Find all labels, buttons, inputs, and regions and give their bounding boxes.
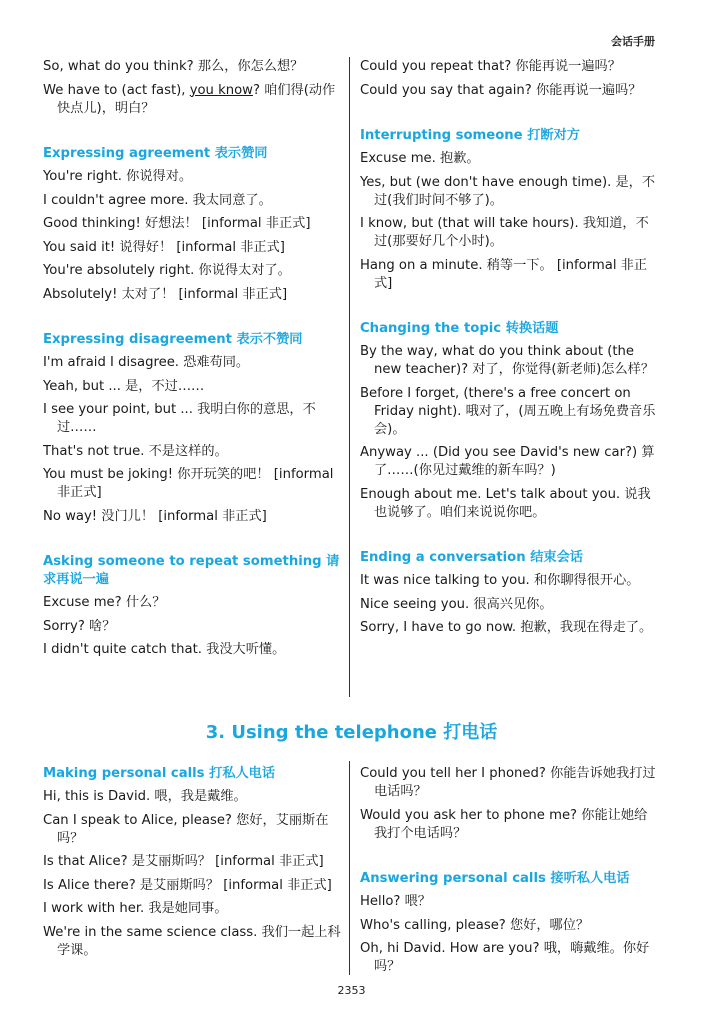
section-heading: Ending a conversation 结束会话: [360, 550, 583, 565]
section-gap: [360, 105, 660, 127]
phrase-entry: Would you ask her to phone me? 你能让她给我打个电话吗？: [360, 807, 648, 841]
page-header: 会话手册: [611, 35, 655, 48]
section-gap: [43, 123, 341, 145]
phrase-entry: Excuse me? 什么？: [43, 595, 166, 610]
phrase-entry: Good thinking! 好想法！ [informal 非正式]: [43, 216, 311, 231]
phrase-entry: Sorry, I have to go now. 抱歉，我现在得走了。: [360, 620, 653, 635]
phrase-entry: So, what do you think? 那么，你怎么想？: [43, 59, 304, 74]
phrase-entry: Can I speak to Alice, please? 您好，艾丽斯在吗？: [43, 812, 329, 846]
phrase-entry: You said it! 说得好！ [informal 非正式]: [43, 239, 285, 255]
phrase-entry: Is Alice there? 是艾丽斯吗？ [informal 非正式]: [43, 877, 332, 893]
phrase-entry: Oh, hi David. How are you? 哦，嗨戴维。你好吗？: [360, 941, 650, 974]
section-heading: Expressing agreement 表示赞同: [43, 146, 268, 161]
phrase-entry: Could you tell her I phoned? 你能告诉她我打过电话吗？: [360, 766, 656, 799]
phrase-entry: [43, 82, 341, 118]
phrase-entry: I see your point, but ... 我明白你的意思，不过……: [43, 402, 316, 435]
phrase-entry: Enough about me. Let's talk about you. 说我也说够了。咱们来说说你吧。: [360, 486, 651, 520]
section-gap: [360, 848, 660, 870]
phrase-entry: Could you say that again? 你能再说一遍吗？: [360, 82, 642, 98]
phrase-entry: I know, but (that will take hours). 我知道，不过(那要好几个小时)。: [360, 216, 649, 249]
phrase-entry: I'm afraid I disagree. 恐难苟同。: [43, 355, 250, 370]
phrase-entry: By the way, what do you think about (the new teacher)? 对了，你觉得(新老师)怎么样？: [360, 344, 655, 377]
right-column-top: [360, 58, 660, 643]
section-gap: [43, 309, 341, 331]
phrase-entry: Anyway ... (Did you see David's new car?) 算了……(你见过戴维的新车吗？): [360, 445, 655, 478]
phrase-text: ? 咱们得(动作快点儿)，明白？: [57, 82, 336, 116]
phrase-entry: Before I forget, (there's a free concert on Friday night). 哦对了，(周五晚上有场免费音乐会)。: [360, 385, 656, 437]
phrase-entry: Sorry? 啥？: [43, 618, 116, 634]
phrase-entry: I didn't quite catch that. 我没大听懂。: [43, 642, 286, 657]
phrase-entry: Yes, but (we don't have enough time). 是，不过(我们时间不够了)。: [360, 174, 656, 208]
page-number: 2353: [337, 984, 366, 997]
phrase-entry: Could you repeat that? 你能再说一遍吗？: [360, 59, 621, 74]
phrase-entry: It was nice talking to you. 和你聊得很开心。: [360, 573, 640, 588]
left-column-top: [43, 58, 341, 665]
phrase-entry: You're right. 你说得对。: [43, 169, 193, 184]
phrase-entry: I couldn't agree more. 我太同意了。: [43, 192, 272, 208]
phrase-entry: That's not true. 不是这样的。: [43, 443, 228, 459]
left-column-bottom: [43, 765, 341, 965]
phrase-entry: You must be joking! 你开玩笑的吧！ [informal 非正式]: [43, 467, 334, 500]
column-divider-top: [349, 57, 350, 697]
phrase-text: We have to (act fast),: [43, 82, 190, 98]
section-heading: Expressing disagreement 表示不赞同: [43, 332, 303, 347]
section-gap: [360, 527, 660, 549]
right-column-bottom: [360, 765, 660, 982]
phrase-entry: Absolutely! 太对了！ [informal 非正式]: [43, 286, 288, 302]
section-gap: [360, 298, 660, 320]
phrase-entry: Yeah, but ... 是，不过……: [43, 378, 205, 394]
phrase-entry: Who's calling, please? 您好，哪位？: [360, 917, 590, 933]
phrase-entry: Is that Alice? 是艾丽斯吗？ [informal 非正式]: [43, 854, 324, 869]
underlined-phrase: you know: [189, 82, 253, 98]
phrase-entry: We're in the same science class. 我们一起上科学课。: [43, 924, 341, 958]
column-divider-bottom: [349, 761, 350, 975]
phrase-entry: I work with her. 我是她同事。: [43, 901, 228, 916]
section-heading: Changing the topic 转换话题: [360, 321, 559, 336]
phrase-entry: Nice seeing you. 很高兴见你。: [360, 596, 553, 612]
phrase-entry: Hi, this is David. 喂，我是戴维。: [43, 789, 247, 804]
section-heading: Answering personal calls 接听私人电话: [360, 871, 630, 886]
phrase-entry: No way! 没门儿！ [informal 非正式]: [43, 508, 267, 524]
section-3-title: 3. Using the telephone 打电话: [205, 722, 498, 743]
phrase-entry: Excuse me. 抱歉。: [360, 151, 480, 166]
phrase-entry: Hello? 喂？: [360, 894, 431, 909]
section-heading: Interrupting someone 打断对方: [360, 128, 580, 143]
section-gap: [43, 531, 341, 553]
section-heading: Making personal calls 打私人电话: [43, 766, 276, 781]
phrase-entry: You're absolutely right. 你说得太对了。: [43, 263, 291, 278]
section-heading: Asking someone to repeat something 请求再说一遍: [43, 554, 340, 587]
phrase-entry: Hang on a minute. 稍等一下。 [informal 非正式]: [360, 257, 648, 291]
